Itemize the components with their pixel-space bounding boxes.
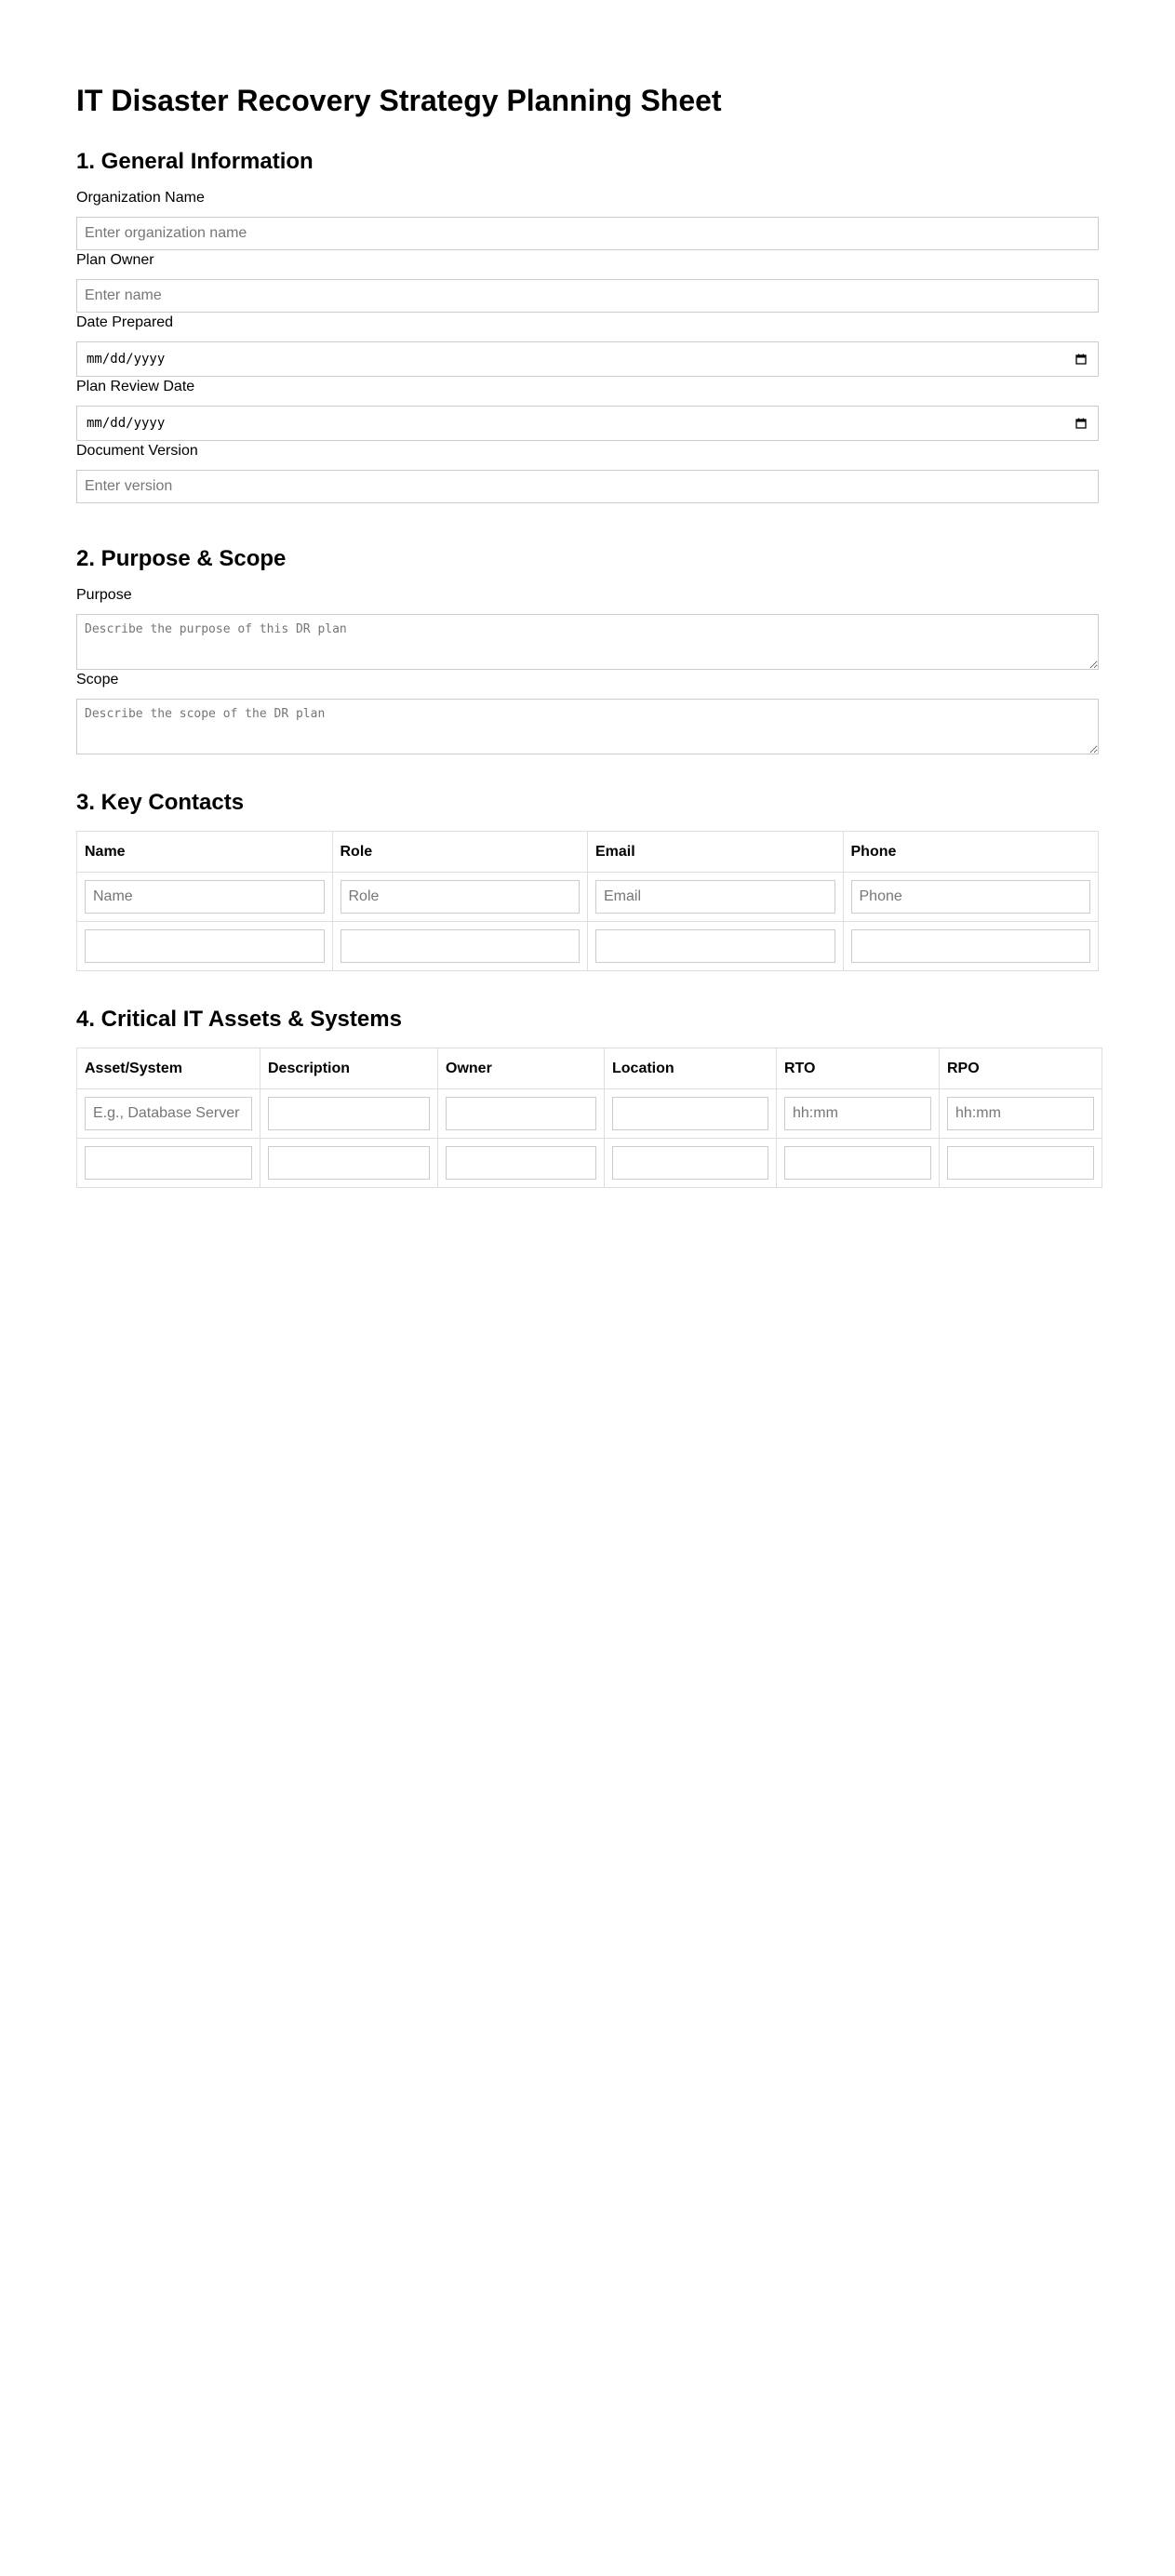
section-general-information	[76, 149, 1099, 503]
contact-name-input[interactable]	[85, 929, 325, 963]
plan-owner-label: Plan Owner	[76, 252, 154, 268]
asset-description-input[interactable]	[268, 1097, 430, 1130]
section-critical-assets	[76, 1007, 1099, 1188]
column-header-description: Description	[260, 1048, 438, 1089]
contact-email-input[interactable]	[595, 880, 835, 914]
contact-phone-input[interactable]	[851, 880, 1091, 914]
plan-owner-input[interactable]	[76, 279, 1099, 313]
document-version-label: Document Version	[76, 443, 198, 459]
review-date-input[interactable]	[76, 406, 1099, 441]
column-header-name: Name	[77, 832, 333, 873]
table-cell	[77, 1139, 260, 1188]
asset-owner-input[interactable]	[446, 1146, 596, 1180]
section-key-contacts	[76, 790, 1099, 971]
org-name-input[interactable]	[76, 217, 1099, 250]
contact-role-input[interactable]	[340, 880, 581, 914]
contact-phone-input[interactable]	[851, 929, 1091, 963]
table-row	[77, 922, 1099, 971]
table-header-row	[77, 832, 1099, 873]
table-cell	[588, 922, 844, 971]
table-row	[77, 873, 1099, 922]
section-heading-general: 1. General Information	[76, 149, 314, 174]
column-header-rpo: RPO	[940, 1048, 1102, 1089]
table-cell	[843, 922, 1099, 971]
contact-role-input[interactable]	[340, 929, 581, 963]
calendar-icon[interactable]	[1075, 418, 1087, 429]
table-header-row	[77, 1048, 1102, 1089]
purpose-label: Purpose	[76, 587, 132, 603]
table-row	[77, 1089, 1102, 1139]
column-header-phone: Phone	[843, 832, 1099, 873]
section-heading-critical-assets: 4. Critical IT Assets & Systems	[76, 1007, 402, 1032]
org-name-label: Organization Name	[76, 190, 205, 206]
column-header-role: Role	[332, 832, 588, 873]
table-cell	[777, 1139, 940, 1188]
table-cell	[332, 922, 588, 971]
asset-rpo-input[interactable]	[947, 1097, 1094, 1130]
asset-description-input[interactable]	[268, 1146, 430, 1180]
page-title: IT Disaster Recovery Strategy Planning Sheet	[76, 84, 722, 117]
document-version-input[interactable]	[76, 470, 1099, 503]
column-header-asset-system: Asset/System	[77, 1048, 260, 1089]
section-heading-purpose-scope: 2. Purpose & Scope	[76, 546, 287, 571]
purpose-textarea[interactable]	[76, 614, 1099, 670]
table-cell	[777, 1089, 940, 1139]
date-prepared-format: mm/dd/yyyy	[87, 351, 166, 367]
column-header-email: Email	[588, 832, 844, 873]
table-cell	[332, 873, 588, 922]
asset-rto-input[interactable]	[784, 1097, 931, 1130]
date-prepared-input[interactable]	[76, 341, 1099, 377]
review-date-label: Plan Review Date	[76, 379, 195, 394]
section-purpose-scope	[76, 546, 1099, 754]
table-cell	[843, 873, 1099, 922]
contact-name-input[interactable]	[85, 880, 325, 914]
table-cell	[940, 1089, 1102, 1139]
asset-rto-input[interactable]	[784, 1146, 931, 1180]
asset-system-input[interactable]	[85, 1146, 252, 1180]
table-cell	[438, 1139, 605, 1188]
review-date-format: mm/dd/yyyy	[87, 415, 166, 431]
table-cell	[940, 1139, 1102, 1188]
column-header-owner: Owner	[438, 1048, 605, 1089]
asset-location-input[interactable]	[612, 1097, 768, 1130]
table-cell	[605, 1089, 777, 1139]
table-cell	[77, 922, 333, 971]
asset-owner-input[interactable]	[446, 1097, 596, 1130]
page	[0, 0, 1175, 1188]
column-header-location: Location	[605, 1048, 777, 1089]
key-contacts-table	[76, 831, 1099, 971]
column-header-rto: RTO	[777, 1048, 940, 1089]
asset-location-input[interactable]	[612, 1146, 768, 1180]
table-row	[77, 1139, 1102, 1188]
date-prepared-label: Date Prepared	[76, 314, 174, 330]
scope-label: Scope	[76, 672, 119, 687]
asset-system-input[interactable]	[85, 1097, 252, 1130]
section-heading-key-contacts: 3. Key Contacts	[76, 790, 245, 815]
table-cell	[77, 1089, 260, 1139]
table-cell	[260, 1139, 438, 1188]
table-cell	[605, 1139, 777, 1188]
table-cell	[588, 873, 844, 922]
table-cell	[260, 1089, 438, 1139]
calendar-icon[interactable]	[1075, 354, 1087, 365]
contact-email-input[interactable]	[595, 929, 835, 963]
table-cell	[438, 1089, 605, 1139]
critical-assets-table	[76, 1048, 1102, 1188]
scope-textarea[interactable]	[76, 699, 1099, 754]
table-cell	[77, 873, 333, 922]
asset-rpo-input[interactable]	[947, 1146, 1094, 1180]
